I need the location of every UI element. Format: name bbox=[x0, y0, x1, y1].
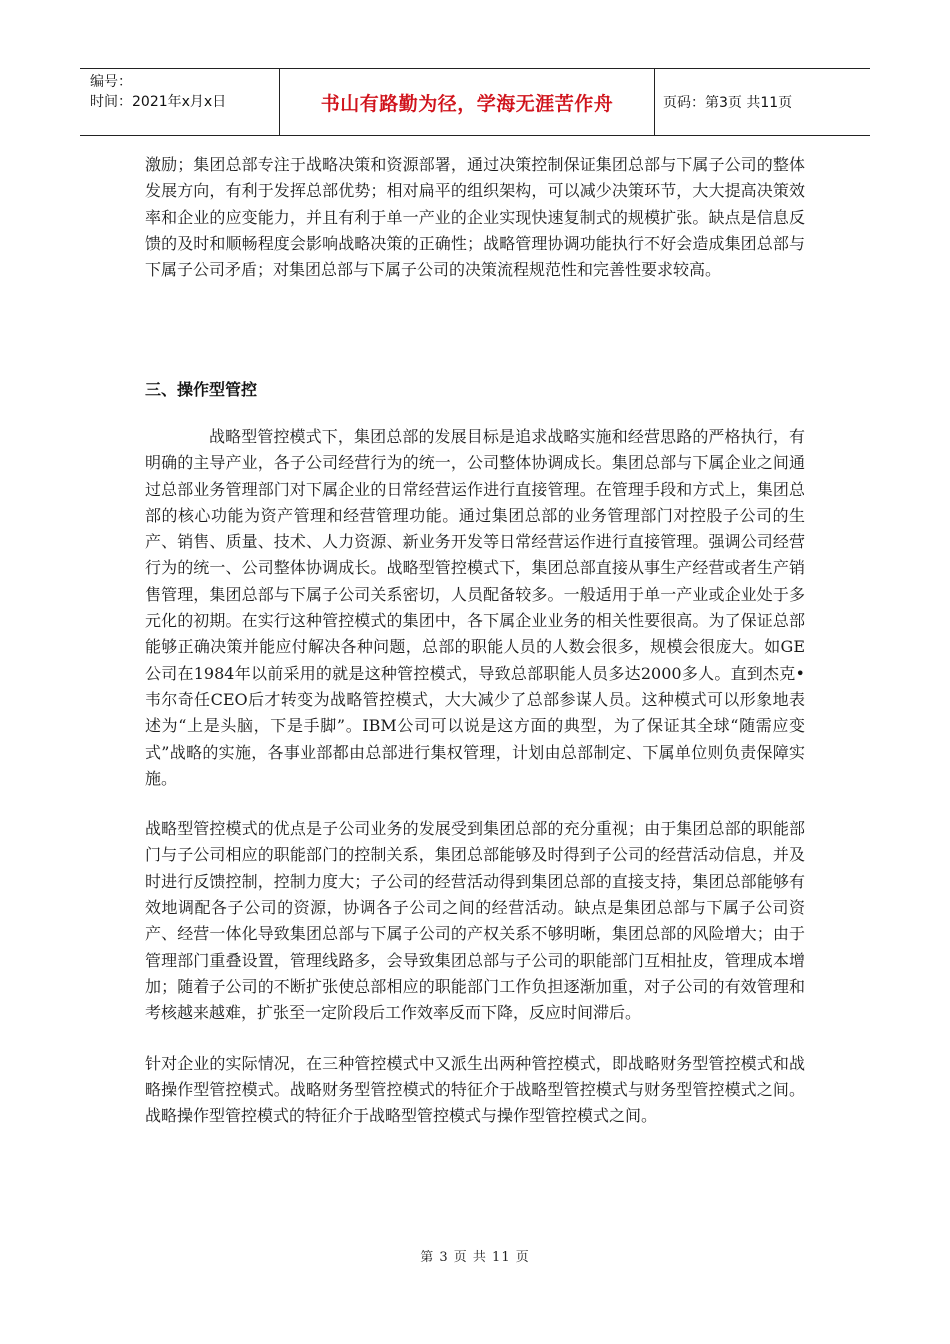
document-number-label: 编号： bbox=[90, 74, 132, 90]
header-meta-cell bbox=[80, 69, 280, 135]
paragraph-2: 战略型管控模式的优点是子公司业务的发展受到集团总部的充分重视；由于集团总部的职能部门与子公司相应的职能部门的控制关系，集团总部能够及时得到子公司的经营活动信息，并及时进行反馈控制，控制力度大；子公司的经营活动得到集团总部的直接支持，集团总部能够有效地调配各子公司的资源，协调各子公司之间的经营活动。缺点是集团总部与下属子公司资产、经营一体化导致集团总部与下属子公司的产权关系不够明晰，集团总部的风险增大；由于管理部门重叠设置，管理线路多，会导致集团总部与子公司的职能部门互相扯皮，管理成本增加；随着子公司的不断扩张使总部相应的职能部门工作负担逐渐加重，对子公司的有效管理和考核越来越难，扩张至一定阶段后工作效率反而下降，反应时间滞后。 bbox=[145, 819, 805, 1023]
page-footer: 第 3 页 共 11 页 bbox=[420, 1250, 530, 1265]
header-page-info: 页码：第3页 共11页 bbox=[663, 95, 793, 111]
document-body bbox=[145, 152, 805, 283]
paragraph-intro: 激励；集团总部专注于战略决策和资源部署，通过决策控制保证集团总部与下属子公司的整体发展方向，有利于发挥总部优势；相对扁平的组织架构，可以减少决策环节，大大提高决策效率和企业的应变能力，并且有利于单一产业的企业实现快速复制式的规模扩张。缺点是信息反馈的及时和顺畅程度会影响战略决策的正确性；战略管理协调功能执行不好会造成集团总部与下属子公司矛盾；对集团总部与下属子公司的决策流程规范性和完善性要求较高。 bbox=[145, 155, 805, 280]
document-header bbox=[80, 68, 870, 136]
paragraph-1: 战略型管控模式下，集团总部的发展目标是追求战略实施和经营思路的严格执行，有明确的主导产业，各子公司经营行为的统一，公司整体协调成长。集团总部与下属企业之间通过总部业务管理部门对下属企业的日常经营运作进行直接管理。在管理手段和方式上，集团总部的核心功能为资产管理和经营管理功能。通过集团总部的业务管理部门对控股子公司的生产、销售、质量、技术、人力资源、新业务开发等日常经营运作进行直接管理。强调公司经营行为的统一、公司整体协调成长。战略型管控模式下，集团总部直接从事生产经营或者生产销售管理，集团总部与下属子公司关系密切，人员配备较多。一般适用于单一产业或企业处于多元化的初期。在实行这种管控模式的集团中，各下属企业业务的相关性要很高。为了保证总部能够正确决策并能应付解决各种问题，总部的职能人员的人数会很多，规模会很庞大。如GE公司在1984年以前采用的就是这种管控模式，导致总部职能人员多达2000多人。直到杰克•韦尔奇任CEO后才转变为战略管控模式，大大减少了总部参谋人员。这种模式可以形象地表述为“上是头脑，下是手脚”。IBM公司可以说是这方面的典型，为了保证其全球“随需应变式”战略的实施，各事业部都由总部进行集权管理，计划由总部制定、下属单位则负责保障实施。 bbox=[145, 427, 805, 788]
section-heading: 三、操作型管控 bbox=[145, 380, 258, 399]
paragraph-3: 针对企业的实际情况，在三种管控模式中又派生出两种管控模式，即战略财务型管控模式和战略操作型管控模式。战略财务型管控模式的特征介于战略型管控模式与财务型管控模式之间。战略操作型管控模式的特征介于战略型管控模式与操作型管控模式之间。 bbox=[145, 1053, 805, 1126]
header-motto: 书山有路勤为径，学海无涯苦作舟 bbox=[280, 69, 655, 135]
document-body-section bbox=[145, 424, 805, 1129]
document-date: 时间：2021年x月x日 bbox=[90, 94, 227, 110]
